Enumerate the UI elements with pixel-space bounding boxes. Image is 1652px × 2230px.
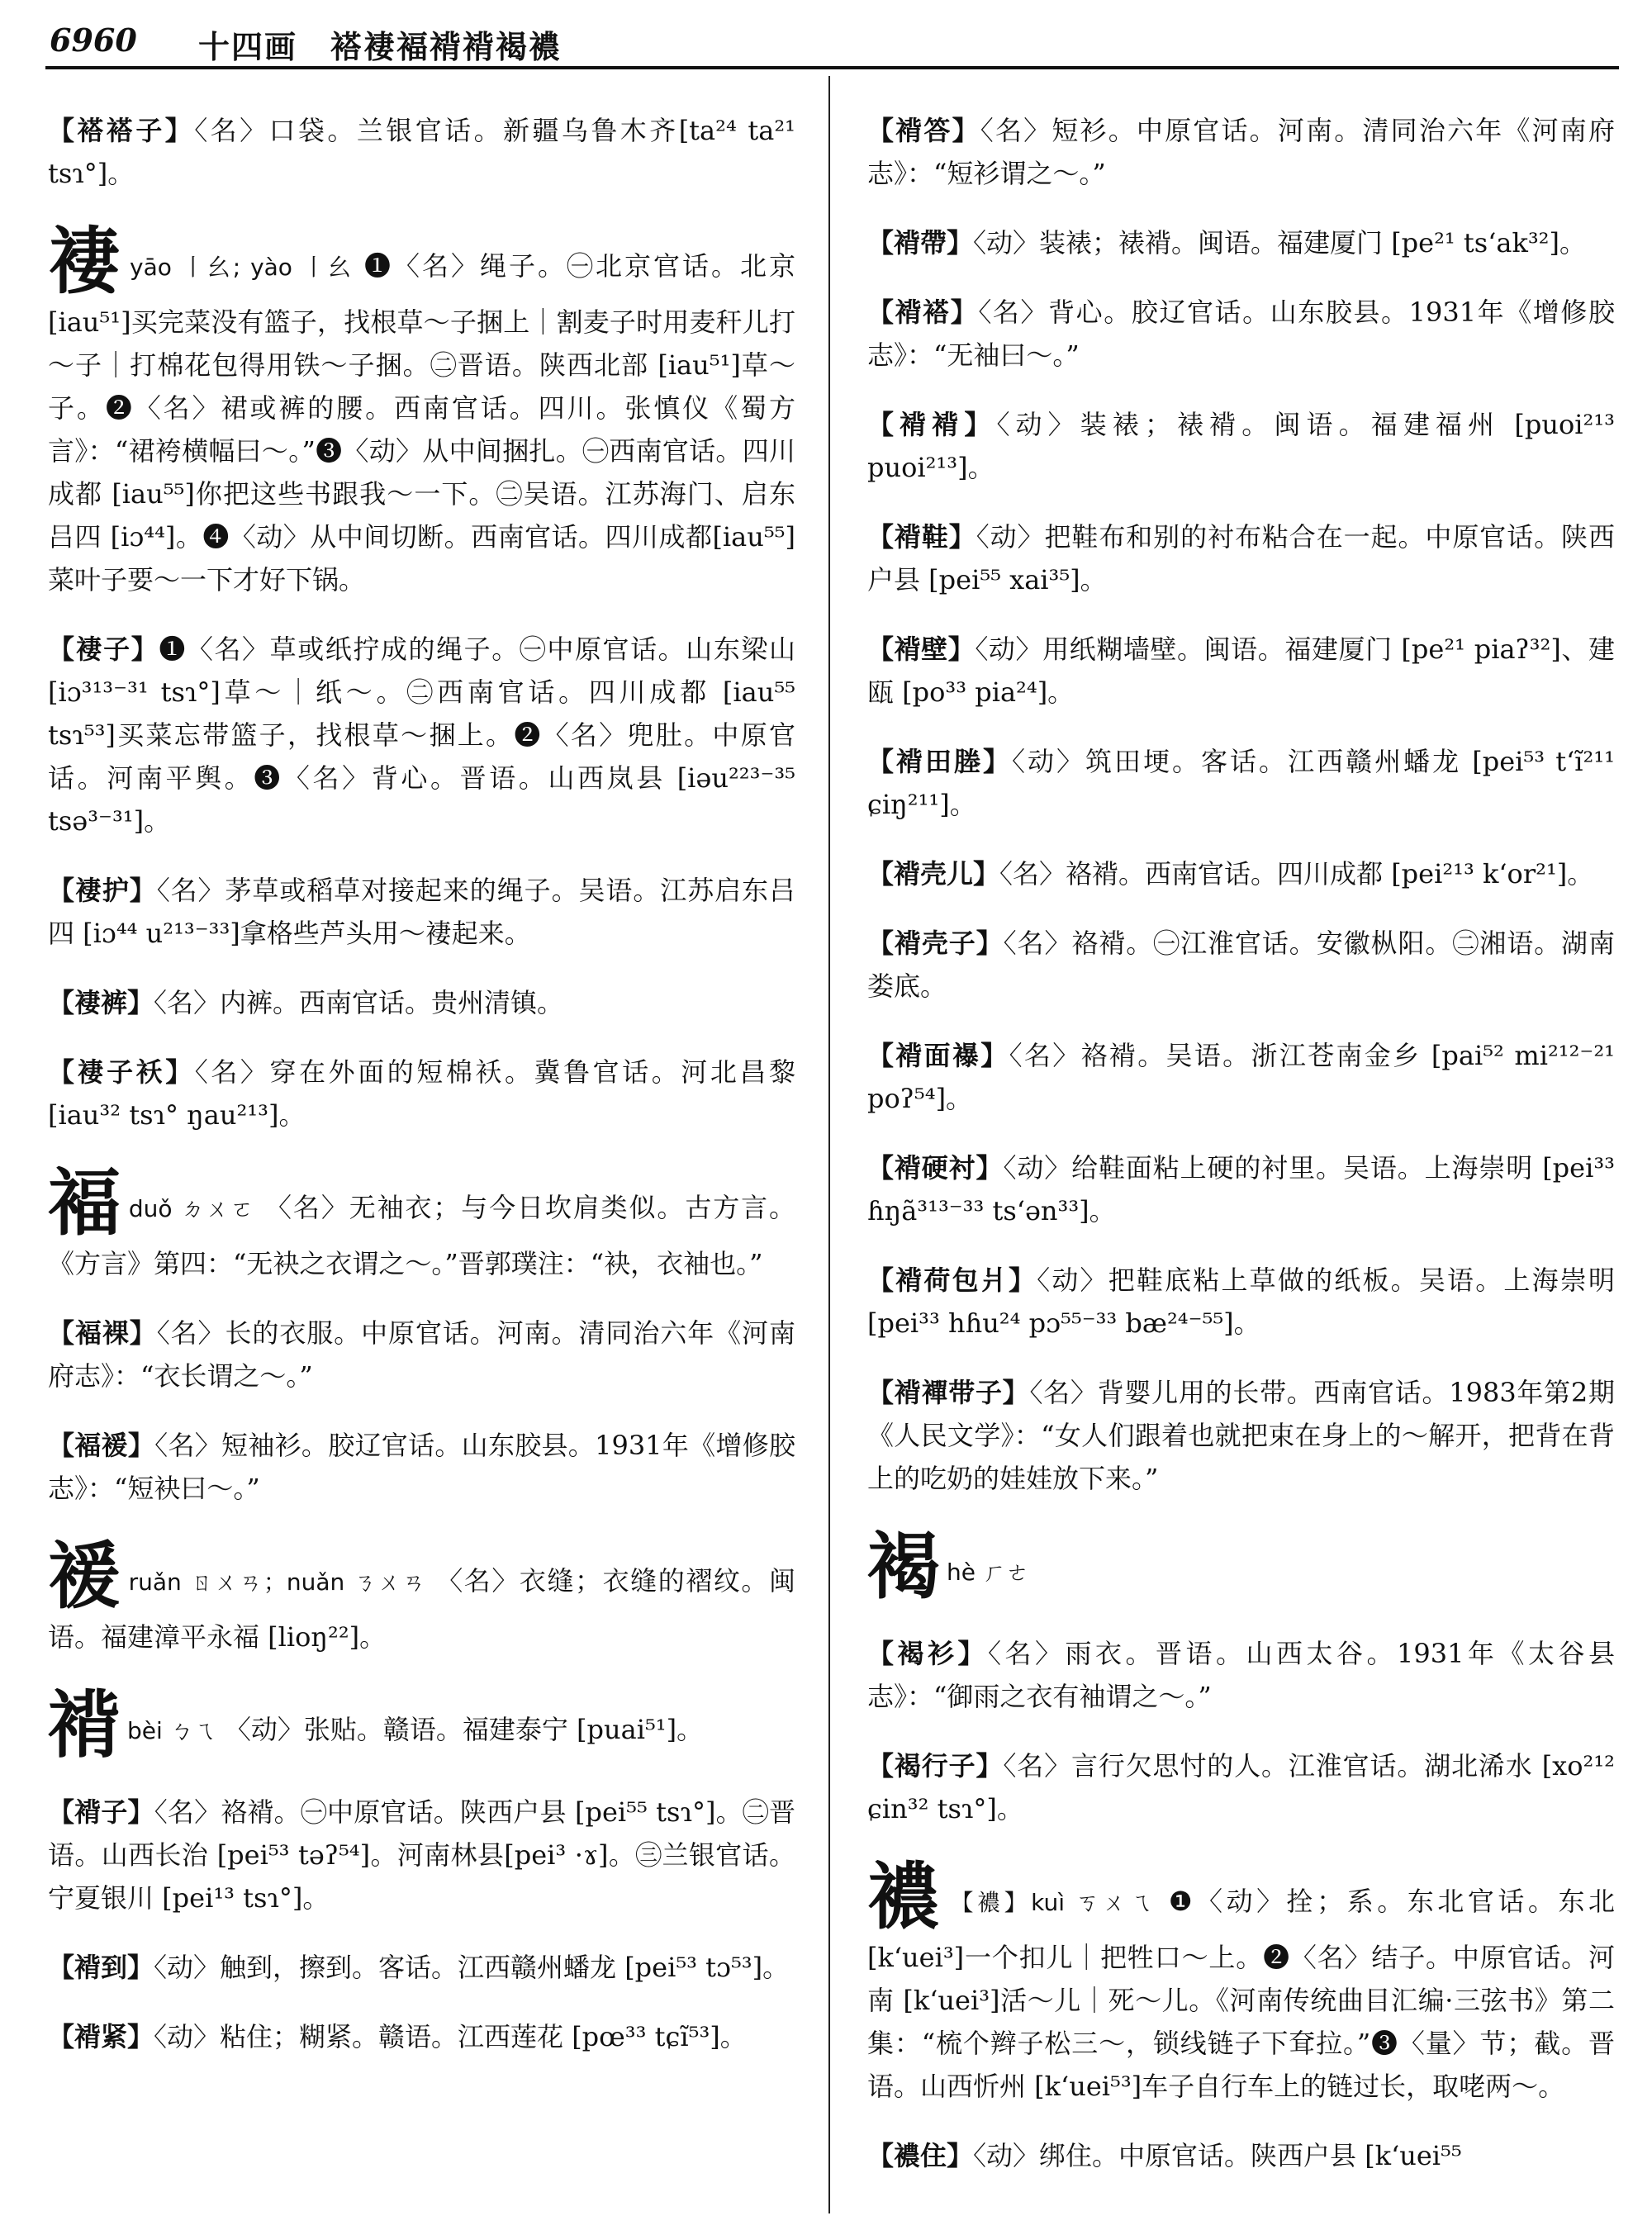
entry-definition: ❶〈动〉拴；系。东北官话。东北 [k‘uei³]一个扣儿｜把牲口～上。❷〈名〉结子。中原官话。河南 [k‘uei³]活～儿｜死～儿。《河南传统曲目汇编·三弦书》第二集：“梳个辫子松三～，锁线链子下耷拉。”❸〈量〉节；截。晋语。山西忻州 [k‘uei⁵³]车子自行车上的链过长，取咾两～。 (867, 1886, 1616, 2102)
dictionary-entry (867, 1632, 1615, 1718)
entry-definition: 〈名〉袼褙。西南官话。四川成都 [pei²¹³ k‘or²¹]。 (999, 858, 1594, 890)
dictionary-entry (48, 1051, 795, 1136)
dictionary-entry (867, 109, 1615, 195)
dictionary-entry (48, 628, 795, 842)
entry-definition: 〈名〉衣缝；衣缝的褶纹。闽语。福建漳平永福 [lioŋ²²]。 (48, 1565, 795, 1653)
pronunciation: duǒ ㄉㄨㄛ (128, 1195, 255, 1222)
character-entry (867, 1523, 1615, 1609)
character-entry (48, 218, 795, 601)
entry-definition: 〈名〉袼褙。㊀中原官话。陕西户县 [pei⁵⁵ tsɿ°]。㊁晋语。山西长治 [pei⁵³ təʔ⁵⁴]。河南林县[pei³ ·ɤ]。㊂兰银官话。宁夏银川 [pei¹³ tsɿ°]。 (48, 1796, 795, 1914)
entry-definition: 〈名〉背心。胶辽官话。山东胶县。1931年《增修胶志》：“无袖曰～。” (867, 297, 1615, 371)
head-character: 褑 (48, 1533, 122, 1619)
entry-headword: 【褙田塍】 (867, 746, 1013, 777)
entry-headword: 【褔褑】 (48, 1430, 155, 1461)
entry-headword: 【褙紧】 (48, 2021, 154, 2052)
entry-definition: 〈名〉长的衣服。中原官话。河南。清同治六年《河南府志》：“衣长谓之～。” (48, 1317, 795, 1392)
entry-definition: 〈名〉穿在外面的短棉袄。冀鲁官话。河北昌黎 [iau³² tsɿ° ŋau²¹³]。 (48, 1056, 795, 1131)
column-divider (828, 76, 830, 2213)
dictionary-entry (867, 852, 1615, 895)
entry-definition: 〈名〉茅草或稻草对接起来的绳子。吴语。江苏启东吕四 [iɔ⁴⁴ u²¹³⁻³³]拿格些芦头用～褄起来。 (48, 875, 795, 949)
dictionary-entry (48, 1424, 795, 1510)
dictionary-entry (867, 922, 1615, 1008)
header-rule (45, 66, 1619, 69)
dictionary-entry (48, 109, 795, 195)
entry-definition: ❶〈名〉草或纸拧成的绳子。㊀中原官话。山东梁山 [iɔ³¹³⁻³¹ tsɿ°]草～｜纸～。㊁西南官话。四川成都 [iau⁵⁵ tsɿ⁵³]买菜忘带篮子，找根草～捆上。❷〈名〉兜肚。中原官话。河南平舆。❸〈名〉背心。晋语。山西岚县 [iəu²²³⁻³⁵ tsə³⁻³¹]。 (48, 633, 795, 837)
entry-definition: 〈动〉张贴。赣语。福建泰宁 [puai⁵¹]。 (224, 1714, 704, 1745)
dictionary-entry (867, 1371, 1615, 1500)
entry-headword: 【褙壁】 (867, 633, 976, 665)
entry-definition: 〈动〉给鞋面粘上硬的衬里。吴语。上海崇明 [pei³³ ɦŋã³¹³⁻³³ ts‘ən³³]。 (867, 1152, 1615, 1226)
head-character: 褔 (48, 1160, 122, 1245)
entry-definition: 〈动〉把鞋底粘上草做的纸板。吴语。上海崇明 [pei³³ hɦu²⁴ pɔ⁵⁵⁻³³ bæ²⁴⁻⁵⁵]。 (867, 1264, 1615, 1339)
dictionary-entry (867, 1259, 1615, 1345)
entry-headword: 【褄子】 (48, 633, 159, 665)
entry-definition: 〈名〉短袖衫。胶辽官话。山东胶县。1931年《增修胶志》：“短袂曰～。” (48, 1430, 795, 1504)
dictionary-entry (867, 740, 1615, 826)
entry-headword: 【褄子袄】 (48, 1056, 195, 1088)
dictionary-entry (867, 515, 1615, 601)
pronunciation: ruǎn ㄖㄨㄢ；nuǎn ㄋㄨㄢ (128, 1568, 427, 1596)
dictionary-entry (867, 221, 1615, 264)
entry-definition: 〈名〉袼褙。吴语。浙江苍南金乡 [pai⁵² mi²¹²⁻²¹ poʔ⁵⁴]。 (867, 1040, 1615, 1114)
pronunciation: yāo 丨幺; yào 丨幺 (130, 254, 354, 281)
dictionary-entry (48, 2015, 795, 2058)
entry-headword: 【褙壳儿】 (867, 858, 1000, 890)
dictionary-entry (867, 2134, 1615, 2177)
entry-headword: 【褙壳子】 (867, 928, 1004, 959)
entry-headword: 【褙子】 (48, 1796, 154, 1828)
character-entry (48, 1533, 795, 1658)
head-character: 褄 (48, 218, 123, 304)
entry-definition: 〈动〉装裱；裱褙。闽语。福建厦门 [pe²¹ ts‘ak³²]。 (973, 227, 1586, 259)
right-column (867, 83, 1615, 2187)
entry-headword: 【褙鞋】 (867, 521, 976, 553)
entry-definition: 〈动〉装裱；裱褙。闽语。福建福州 [puoi²¹³ puoi²¹³]。 (867, 409, 1615, 483)
dictionary-entry (867, 628, 1615, 714)
entry-definition: 〈名〉无袖衣；与今日坎肩类似。古方言。《方言》第四：“无袂之衣谓之～。”晋郭璞注：“袂，衣袖也。” (48, 1192, 795, 1279)
entry-definition: ❶〈名〉绳子。㊀北京官话。北京 [iau⁵¹]买完菜没有篮子，找根草～子捆上｜割麦子时用麦秆儿打～子｜打棉花包得用铁～子捆。㊁晋语。陕西北部 [iau⁵¹]草～子。❷〈名〉裙或裤的腰。西南官话。四川。张慎仪《蜀方言》：“裙袴横幅曰～。”❸〈动〉从中间捆扎。㊀西南官话。四川成都 [iau⁵⁵]你把这些书跟我～一下。㊁吴语。江苏海门、启东吕四 [iɔ⁴⁴]。❹〈动〉从中间切断。西南官话。四川成都[iau⁵⁵]菜叶子要～一下才好下锅。 (48, 250, 795, 595)
dictionary-entry (867, 1034, 1615, 1120)
entry-headword: 【褐行子】 (867, 1750, 1004, 1782)
entry-headword: 【褙答】 (867, 115, 980, 146)
entry-headword: 【褄护】 (48, 875, 157, 906)
page-title: 十四画 褡褄褔褙褙褐襛 (198, 28, 563, 65)
entry-definition: 〈名〉言行欠思忖的人。江淮官话。湖北浠水 [xo²¹² ɕin³² tsɿ°]。 (867, 1750, 1615, 1824)
entry-definition: 〈名〉口袋。兰银官话。新疆乌鲁木齐[ta²⁴ ta²¹ tsɿ°]。 (48, 115, 795, 189)
entry-definition: 〈动〉触到，擦到。客话。江西赣州蟠龙 [pei⁵³ tɔ⁵³]。 (154, 1952, 790, 1983)
head-character: 褙 (48, 1682, 121, 1767)
entry-headword: 【褡褡子】 (48, 115, 195, 146)
entry-headword: 【褐衫】 (867, 1638, 989, 1669)
entry-definition: 〈名〉雨衣。晋语。山西太谷。1931年《太谷县志》：“御雨之衣有袖谓之～。” (867, 1638, 1615, 1712)
character-entry (867, 1853, 1616, 2108)
page-number: 6960 (50, 21, 137, 59)
entry-definition: 〈名〉短衫。中原官话。河南。清同治六年《河南府志》：“短衫谓之～。” (867, 115, 1615, 189)
dictionary-entry (867, 291, 1615, 377)
entry-definition: 〈动〉粘住；糊紧。赣语。江西莲花 [pœ³³ tɕĩ⁵³]。 (154, 2021, 747, 2052)
dictionary-entry (48, 1312, 795, 1397)
entry-headword: 【褔裸】 (48, 1317, 157, 1349)
dictionary-entry (48, 1946, 795, 1989)
left-column (48, 83, 795, 2068)
page-header (50, 18, 1619, 64)
entry-definition: 〈名〉内裤。西南官话。贵州清镇。 (154, 987, 564, 1018)
dictionary-entry (48, 981, 795, 1024)
entry-headword: 【褙到】 (48, 1952, 154, 1983)
dictionary-entry (867, 403, 1615, 489)
entry-headword: 【褙褡】 (867, 297, 979, 328)
entry-definition: 〈名〉背婴儿用的长带。西南官话。1983年第2期《人民文学》：“女人们跟着也就把束在身上的～解开，把背在背上的吃奶的娃娃放下来。” (867, 1377, 1615, 1494)
entry-headword: 【褙荷包爿】 (867, 1264, 1037, 1296)
pronunciation: bèi ㄅㄟ (127, 1717, 216, 1744)
entry-headword: 【褙襌带子】 (867, 1377, 1030, 1408)
head-character: 襛 (867, 1853, 944, 1939)
pronunciation: hè ㄏㄜ (947, 1559, 1029, 1586)
entry-definition: 〈名〉袼褙。㊀江淮官话。安徽枞阳。㊁湘语。湖南娄底。 (867, 928, 1615, 1002)
entry-headword: 【褙帶】 (867, 227, 974, 259)
character-entry (48, 1682, 795, 1767)
entry-definition: 〈动〉把鞋布和别的衬布粘合在一起。中原官话。陕西户县 [pei⁵⁵ xai³⁵]。 (867, 521, 1615, 595)
entry-definition: 〈动〉筑田埂。客话。江西赣州蟠龙 [pei⁵³ t‘ĩ²¹¹ ɕiŋ²¹¹]。 (867, 746, 1615, 820)
entry-definition: 〈动〉绑住。中原官话。陕西户县 [k‘uei⁵⁵ (973, 2140, 1462, 2171)
entry-headword: 【褙褙】 (867, 409, 997, 440)
entry-headword: 【襛住】 (867, 2140, 974, 2171)
pronunciation: 【襛】kuì ㄎㄨㄟ (950, 1889, 1157, 1916)
dictionary-entry (48, 869, 795, 955)
dictionary-entry (867, 1146, 1615, 1232)
character-entry (48, 1160, 795, 1285)
entry-headword: 【褙面襮】 (867, 1040, 1009, 1071)
head-character: 褐 (867, 1523, 941, 1609)
entry-definition: 〈动〉用纸糊墙壁。闽语。福建厦门 [pe²¹ piaʔ³²]、建瓯 [po³³ pia²⁴]。 (867, 633, 1615, 708)
dictionary-entry (867, 1744, 1615, 1830)
dictionary-entry (48, 1791, 795, 1919)
entry-headword: 【褄裤】 (48, 987, 154, 1018)
entry-headword: 【褙硬衬】 (867, 1152, 1004, 1184)
